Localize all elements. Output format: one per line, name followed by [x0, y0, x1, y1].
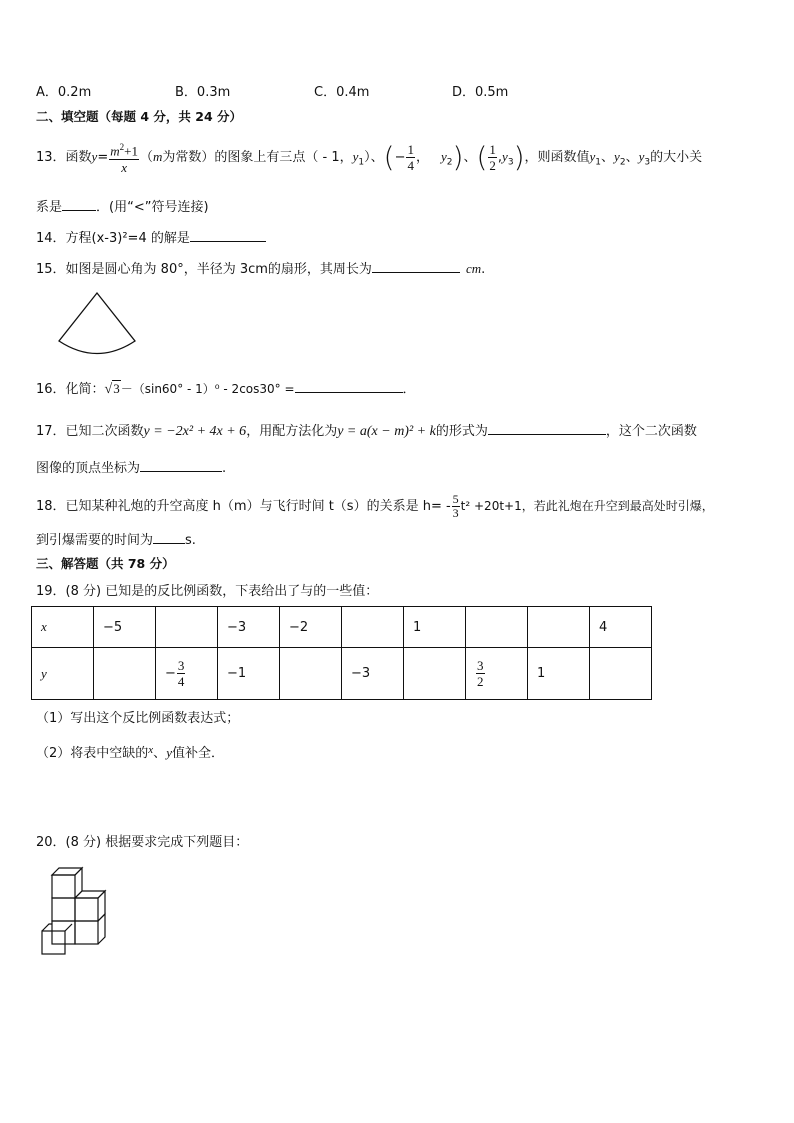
- q13-frac1-den: 4: [407, 158, 414, 173]
- q14-text: 14．方程(x-3)²=4 的解是: [36, 231, 190, 246]
- q13-line2-a: 系是: [36, 200, 63, 215]
- q13-paren: （: [139, 150, 153, 165]
- q13-den: x: [121, 159, 127, 175]
- q16-root: 3: [113, 381, 120, 396]
- q17-expr: y = −2x² + 4x + 6: [143, 424, 247, 439]
- table-cell: 4: [590, 607, 652, 648]
- q13-v1: y: [589, 149, 596, 164]
- option-c: C．0.4m: [314, 85, 370, 100]
- q15-answer-blank[interactable]: [372, 260, 460, 273]
- q13-comma1: ，: [415, 150, 429, 165]
- frac-num: 3: [477, 658, 484, 673]
- q13-num-sq: 2: [119, 142, 125, 153]
- q13-fraction: [109, 140, 139, 174]
- fraction-cell: [476, 658, 485, 689]
- table-cell: [342, 607, 404, 648]
- question-19: 19．(8 分) 已知是的反比例函数，下表给出了与的一些值：: [36, 584, 379, 599]
- table-cell: y: [32, 648, 94, 700]
- q19-sub2-b: 值补全．: [171, 746, 224, 761]
- q13-v2-sub: 2: [619, 157, 626, 168]
- q13-neg: −: [394, 150, 406, 165]
- frac-den: 4: [177, 674, 185, 689]
- q18-answer-blank[interactable]: [153, 531, 185, 544]
- q13-answer-blank[interactable]: [62, 198, 96, 211]
- q17-form: y = a(x − m)² + k: [337, 424, 436, 439]
- q19-sub-1: （1）写出这个反比例函数表达式；: [36, 711, 240, 726]
- frac-num: 3: [177, 658, 185, 673]
- table-cell: [404, 648, 466, 700]
- q13-frac2: [488, 142, 497, 173]
- q13-frac1-num: 1: [407, 142, 414, 157]
- cube-stack-figure: [38, 863, 114, 955]
- question-18-line2: [36, 531, 196, 549]
- q13-tail2: 的大小关: [650, 150, 703, 165]
- sector-figure: [55, 290, 141, 358]
- q19-sub-2: [36, 742, 224, 762]
- q13-note: 为常数）的图象上有三点（ - 1，: [162, 150, 353, 165]
- option-b: B．0.3m: [175, 85, 231, 100]
- q13-frac2-num: 1: [489, 142, 496, 157]
- table-cell: x: [32, 607, 94, 648]
- q13-v2: y: [614, 149, 620, 164]
- q13-v1-sub: 1: [595, 157, 602, 168]
- q17-mid: ，用配方法化为: [246, 424, 338, 439]
- q13-line2-b: ．(用“<”符号连接): [96, 200, 209, 215]
- q13-sep2: 、: [463, 150, 477, 165]
- q18-line2: 到引爆需要的时间为: [36, 533, 154, 548]
- table-cell: [466, 648, 528, 700]
- q18-frac-num: 5: [452, 492, 459, 506]
- q13-tail1: ，则函数值: [524, 150, 590, 165]
- table-cell: [466, 607, 528, 648]
- q17-line2: 图像的顶点坐标为: [36, 461, 141, 476]
- table-row-y: [32, 648, 652, 700]
- q17-after: 的形式为: [435, 424, 488, 439]
- q13-num-rest: +1: [124, 143, 138, 159]
- section-3-heading: 三、解答题（共 78 分）: [36, 556, 175, 571]
- q13-dun1: 、: [601, 150, 615, 165]
- q18-fraction: [452, 493, 460, 520]
- table-cell: [280, 648, 342, 700]
- table-cell: −3: [342, 648, 404, 700]
- q13-dun2: 、: [625, 150, 639, 165]
- q16-body: －（sin60° - 1）⁰ - 2cos30° =: [120, 382, 295, 396]
- q13-eq: =: [97, 150, 109, 165]
- q18-text: 18．已知某种礼炮的升空高度 h（m）与飞行时间 t（s）的关系是 h= -: [36, 499, 451, 514]
- q13-frac1: [406, 142, 415, 173]
- q16-answer-blank[interactable]: [295, 380, 403, 393]
- table-cell: −3: [218, 607, 280, 648]
- table-cell: −5: [94, 607, 156, 648]
- table-cell: [94, 648, 156, 700]
- q13-v3: y: [638, 149, 645, 164]
- q13-y2-sub: 2: [446, 157, 453, 168]
- q13-label: 13．函数: [36, 150, 92, 165]
- q14-answer-blank[interactable]: [190, 229, 266, 242]
- q13-y: y: [91, 149, 98, 164]
- table-cell: 1: [528, 648, 590, 700]
- q13-y3-sub: 3: [507, 157, 514, 168]
- table-cell: −2: [280, 607, 342, 648]
- q18-frac-den: 3: [452, 506, 459, 520]
- table-cell: [590, 648, 652, 700]
- table-cell: [528, 607, 590, 648]
- fraction-cell: [177, 658, 186, 689]
- neg-sign: −: [165, 666, 176, 681]
- q19-value-table: [31, 606, 652, 700]
- q13-v3-sub: 3: [644, 157, 651, 168]
- table-cell: [156, 648, 218, 700]
- q15-text: 15．如图是圆心角为 80°，半径为 3cm的扇形，其周长为: [36, 262, 372, 277]
- question-17: [36, 422, 697, 440]
- table-cell: 1: [404, 607, 466, 648]
- section-2-heading: 二、填空题（每题 4 分，共 24 分）: [36, 109, 243, 124]
- frac-den: 2: [477, 674, 484, 689]
- q19-sub2-x: x: [148, 744, 154, 756]
- q15-end: .: [481, 262, 486, 277]
- q17-tail: ，这个二次函数: [605, 424, 697, 439]
- q19-sub2-sep: 、: [153, 746, 167, 761]
- q17-answer-blank-1[interactable]: [488, 422, 606, 435]
- table-row-x: [32, 607, 652, 648]
- q13-m: m: [152, 149, 163, 164]
- q13-y2: y: [441, 149, 447, 164]
- q19-sub2-y: y: [166, 745, 172, 760]
- question-17-line2: [36, 459, 226, 477]
- q13-comma2: ,: [497, 150, 503, 165]
- q13-y1-sub: 1: [358, 157, 365, 168]
- question-15: [36, 260, 485, 278]
- q16-end: ．: [402, 382, 416, 397]
- question-20: 20．(8 分) 根据要求完成下列题目：: [36, 835, 249, 850]
- q13-y1: y: [352, 149, 359, 164]
- q16-label: 16．化简：: [36, 382, 105, 397]
- table-cell: [156, 607, 218, 648]
- question-13-line2: [36, 198, 209, 216]
- table-cell: −1: [218, 648, 280, 700]
- q15-unit: cm: [465, 261, 482, 276]
- question-13: 13．函数y= $\frac{m^2+1}{x}$ （m为常数）的图象上有三点（ - 1，$y_1$）、(− $\frac{1}{4}$ ， $y_2$)、( $\frac{1}{2}$ $,y_3$)，则函数值$y_1$、$y_2$、$y_3$的大小关: [36, 140, 703, 175]
- option-d: D．0.5m: [452, 85, 509, 100]
- q18-line2-end: s.: [185, 533, 196, 548]
- q19-sub2-a: （2）将表中空缺的: [36, 746, 149, 761]
- question-16: 16．化简：√3－（sin60° - 1）⁰ - 2cos30° = ．: [36, 381, 416, 397]
- q13-y3: y: [502, 149, 508, 164]
- question-14: [36, 229, 266, 247]
- q13-num-m: m: [110, 143, 120, 159]
- q17-label: 17．已知二次函数: [36, 424, 144, 439]
- question-18: [36, 490, 714, 526]
- q17-line2-end: .: [222, 461, 227, 476]
- q13-frac2-den: 2: [489, 158, 496, 173]
- q13-sep1: ）、: [364, 150, 384, 165]
- option-a: A．0.2m: [36, 85, 92, 100]
- q18-formula-rest: t² +20t+1，若此礼炮在升空到最高处时引爆，: [460, 499, 714, 513]
- q17-answer-blank-2[interactable]: [140, 459, 222, 472]
